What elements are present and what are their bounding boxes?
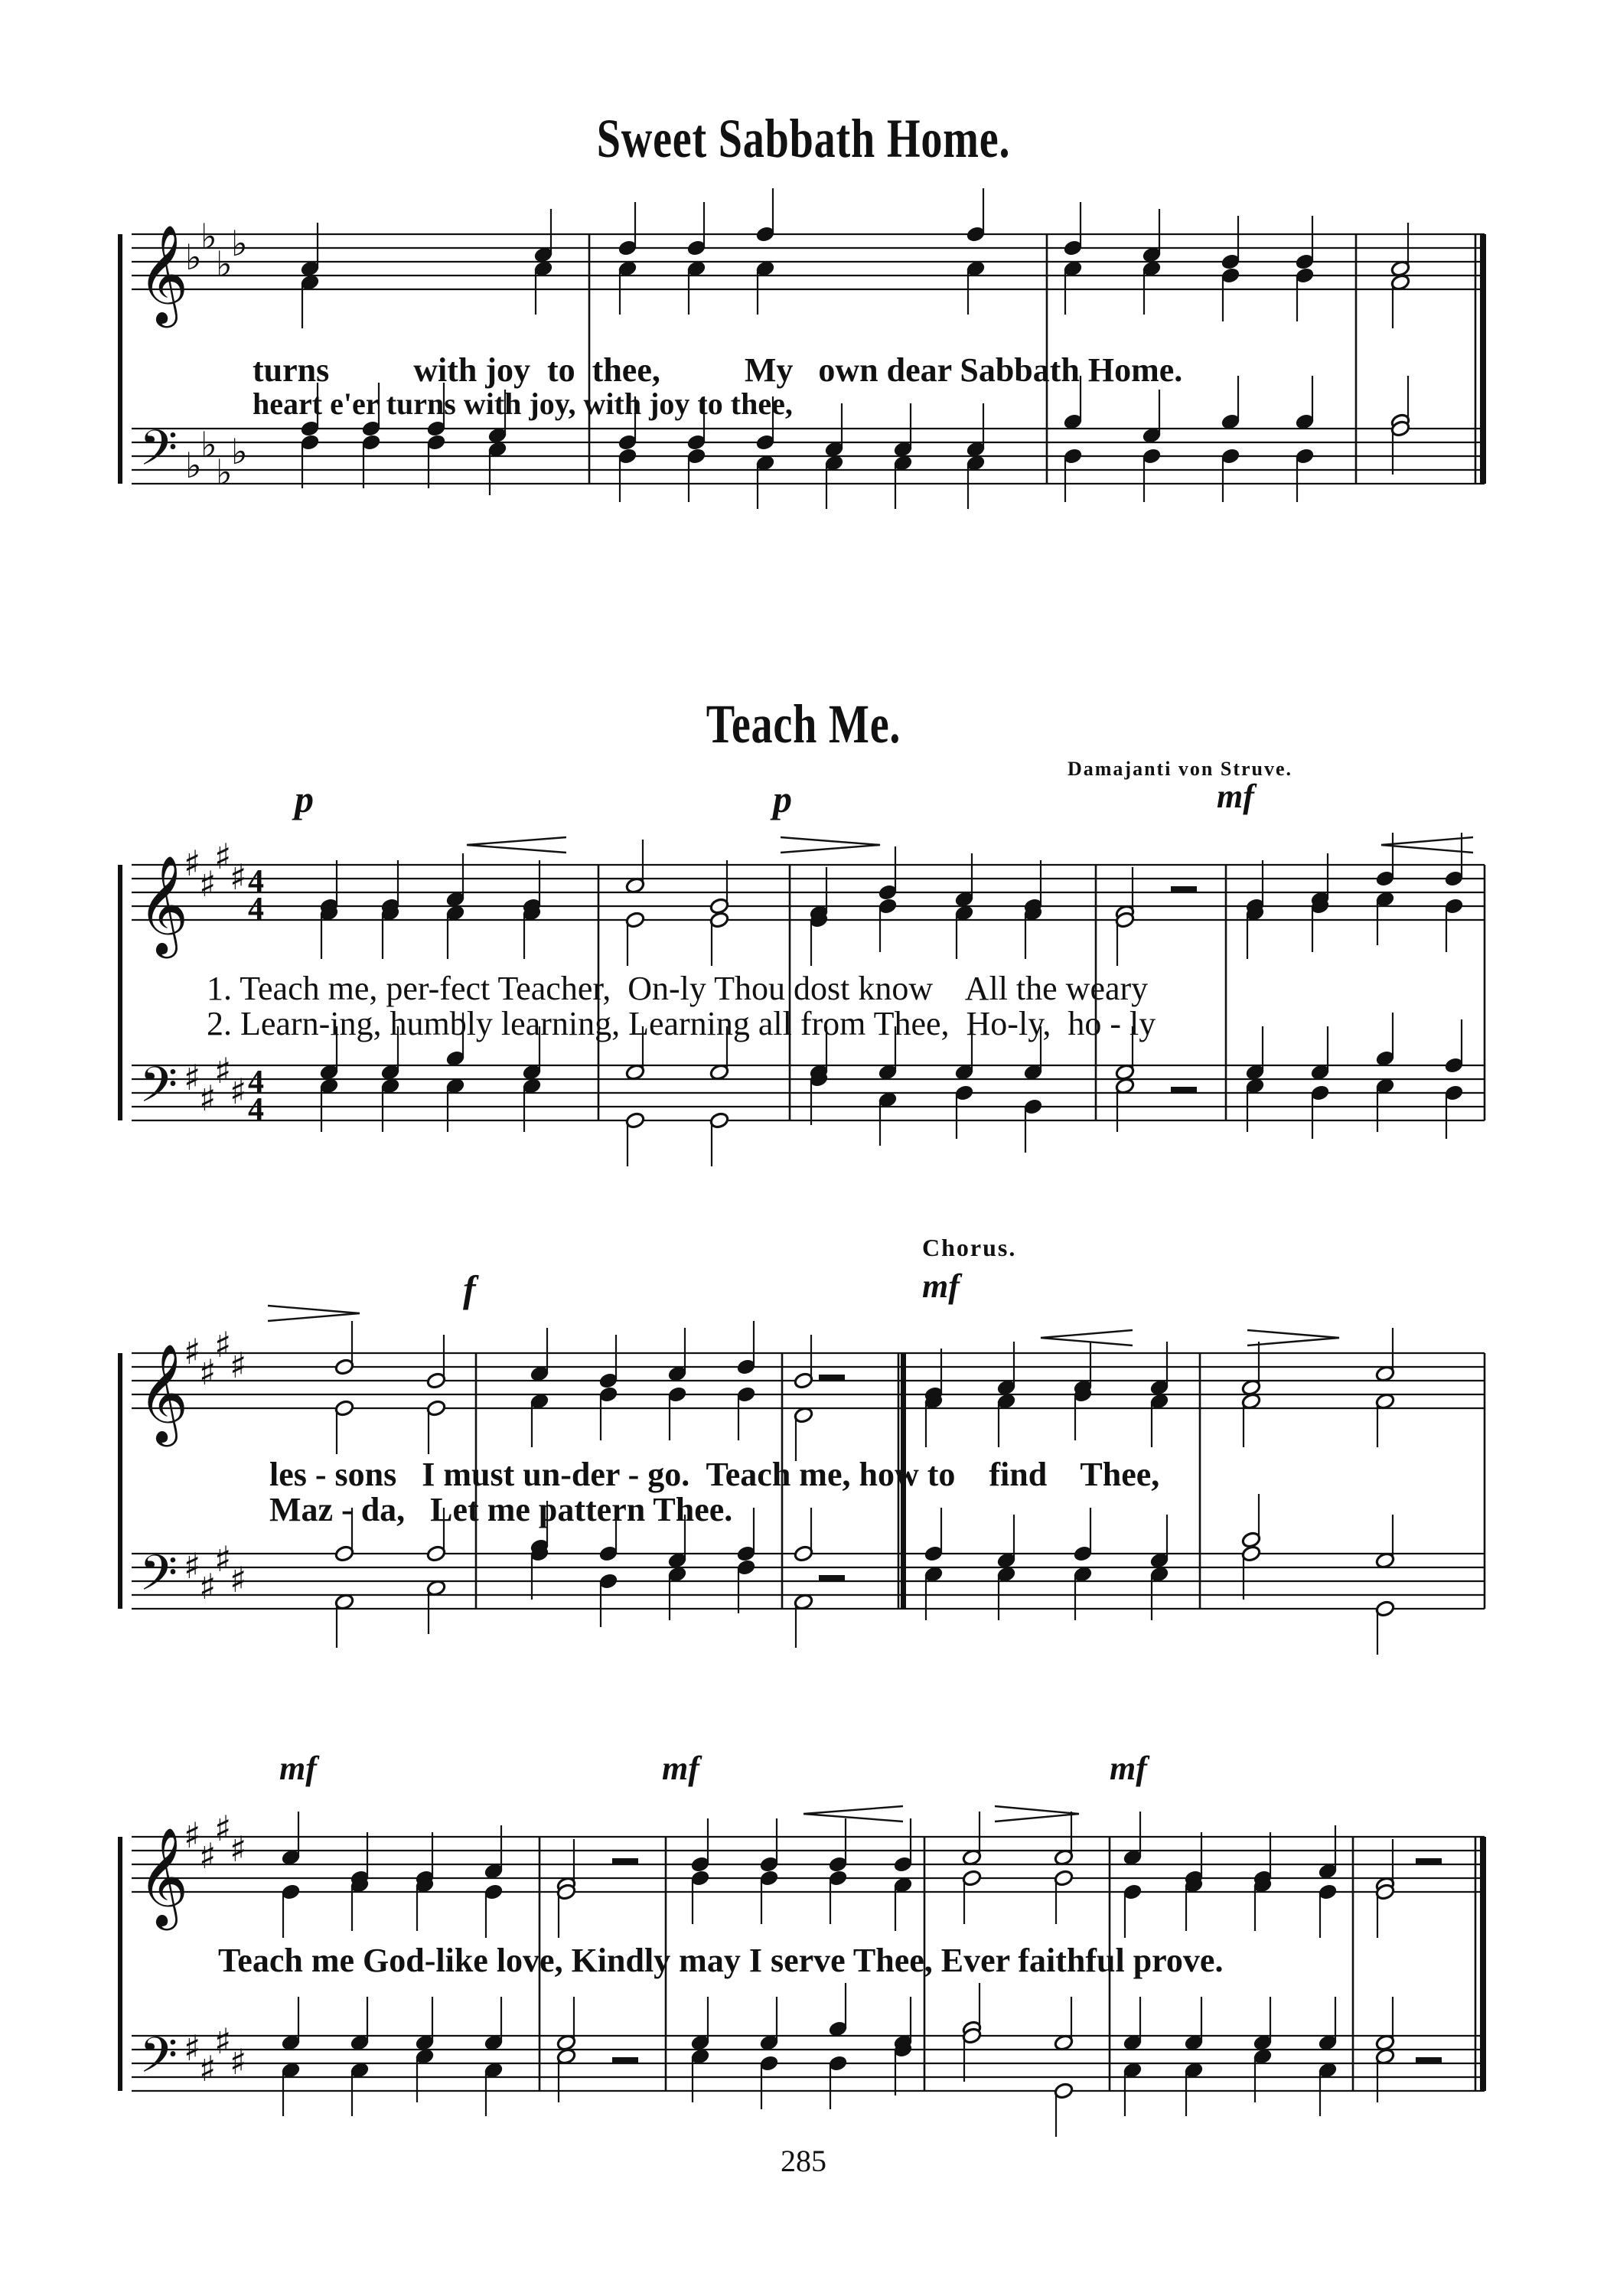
crescendo-hairpin — [1041, 1330, 1133, 1345]
song-title-teach-me: Teach Me. — [706, 693, 901, 755]
time-signature: 4 — [248, 892, 264, 927]
sharp-sign-icon: ♯ — [184, 1545, 201, 1587]
flat-sign-icon: ♭ — [231, 223, 248, 264]
sharp-sign-icon: ♯ — [199, 863, 217, 905]
sharp-sign-icon: ♯ — [214, 1808, 232, 1849]
sharp-sign-icon: ♯ — [184, 843, 201, 884]
sharp-sign-icon: ♯ — [184, 1057, 201, 1098]
time-signature: 4 — [248, 864, 264, 899]
half-rest — [612, 2057, 638, 2063]
half-rest — [1171, 886, 1197, 892]
sharp-sign-icon: ♯ — [214, 836, 232, 877]
composer-attribution: Damajanti von Struve. — [1068, 758, 1293, 780]
dynamic-marking: mf — [922, 1267, 960, 1305]
dynamic-marking: mf — [279, 1750, 317, 1787]
sharp-sign-icon: ♯ — [184, 2027, 201, 2069]
lyric-verse-1: 1. Teach me, per-fect Teacher, On-ly Thou dost know All the weary — [207, 970, 1149, 1007]
flat-sign-icon: ♭ — [216, 452, 233, 493]
sharp-sign-icon: ♯ — [199, 1352, 217, 1393]
chorus-label: Chorus. — [922, 1234, 1017, 1261]
half-rest — [819, 1575, 845, 1581]
lyric-verse-2: 2. Learn-ing, humbly learning, Learning all from Thee, Ho-ly, ho - ly — [207, 1005, 1156, 1042]
crescendo-hairpin — [804, 1806, 903, 1821]
crescendo-hairpin — [1381, 837, 1473, 853]
sharp-sign-icon: ♯ — [199, 1566, 217, 1607]
dynamic-marking: mf — [1110, 1750, 1147, 1787]
bass-clef-icon: 𝄢 — [139, 1057, 178, 1126]
sharp-sign-icon: ♯ — [230, 1559, 247, 1600]
lyric-chorus-end: Teach me God-like love, Kindly may I serve Thee, Ever faithful prove. — [218, 1942, 1224, 1979]
sharp-sign-icon: ♯ — [230, 1345, 247, 1386]
sharp-sign-icon: ♯ — [214, 1538, 232, 1580]
half-rest — [819, 1375, 845, 1381]
flat-sign-icon: ♭ — [185, 236, 202, 278]
treble-clef-icon: 𝄞 — [138, 1827, 189, 1926]
sharp-sign-icon: ♯ — [230, 1071, 247, 1112]
treble-clef-icon: 𝄞 — [138, 1343, 189, 1443]
lyric-line-2: heart e'er turns with joy, with joy to thee, — [253, 386, 793, 421]
bass-clef-icon: 𝄢 — [139, 1545, 178, 1614]
dynamic-marking: p — [773, 778, 792, 820]
lyric-chorus-1: les - sons I must un-der - go. Teach me, how to find Thee, — [269, 1456, 1160, 1493]
lyric-line-1: turns with joy to thee, My own dear Sabbath Home. — [253, 351, 1183, 389]
dynamic-marking: mf — [662, 1750, 699, 1787]
flat-sign-icon: ♭ — [200, 216, 217, 257]
system-bracket — [118, 234, 122, 484]
page-number: 285 — [781, 2144, 826, 2178]
half-rest — [1416, 2057, 1442, 2063]
system-bracket — [118, 1353, 122, 1609]
sharp-sign-icon: ♯ — [199, 1835, 217, 1877]
sharp-sign-icon: ♯ — [214, 2020, 232, 2062]
half-rest — [612, 1858, 638, 1864]
sharp-sign-icon: ♯ — [199, 1078, 217, 1119]
decrescendo-hairpin — [995, 1806, 1079, 1821]
bass-clef-icon: 𝄢 — [139, 2027, 178, 2096]
time-signature: 4 — [248, 1092, 264, 1127]
crescendo-hairpin — [467, 837, 566, 853]
sharp-sign-icon: ♯ — [214, 1324, 232, 1365]
sharp-sign-icon: ♯ — [230, 856, 247, 898]
sharp-sign-icon: ♯ — [230, 1828, 247, 1870]
sharp-sign-icon: ♯ — [184, 1815, 201, 1856]
final-barline — [1480, 1837, 1486, 2091]
decrescendo-hairpin — [781, 837, 880, 853]
sharp-sign-icon: ♯ — [199, 2048, 217, 2089]
time-signature: 4 — [248, 1065, 264, 1100]
bass-clef-icon: 𝄢 — [139, 420, 178, 489]
song-title-sweet-sabbath-home: Sweet Sabbath Home. — [596, 108, 1011, 169]
sharp-sign-icon: ♯ — [184, 1331, 201, 1372]
half-rest — [1416, 1858, 1442, 1864]
flat-sign-icon: ♭ — [231, 431, 248, 472]
dynamic-marking: p — [295, 778, 314, 820]
flat-sign-icon: ♭ — [185, 445, 202, 486]
dynamic-marking: f — [463, 1267, 476, 1310]
decrescendo-hairpin — [1247, 1330, 1339, 1345]
system-bracket — [118, 1837, 122, 2091]
final-barline — [1480, 234, 1486, 484]
sharp-sign-icon: ♯ — [230, 2041, 247, 2082]
flat-sign-icon: ♭ — [200, 424, 217, 465]
decrescendo-hairpin — [268, 1306, 360, 1321]
flat-sign-icon: ♭ — [216, 243, 233, 285]
half-rest — [1171, 1087, 1197, 1093]
treble-clef-icon: 𝄞 — [138, 224, 189, 324]
lyric-chorus-2: Maz - da, Let me pattern Thee. — [269, 1491, 733, 1528]
system-bracket — [118, 865, 122, 1120]
treble-clef-icon: 𝄞 — [138, 855, 189, 954]
music-system-teach-me-3 — [115, 1783, 1500, 2197]
dynamic-marking: mf — [1217, 778, 1254, 815]
sharp-sign-icon: ♯ — [214, 1050, 232, 1091]
